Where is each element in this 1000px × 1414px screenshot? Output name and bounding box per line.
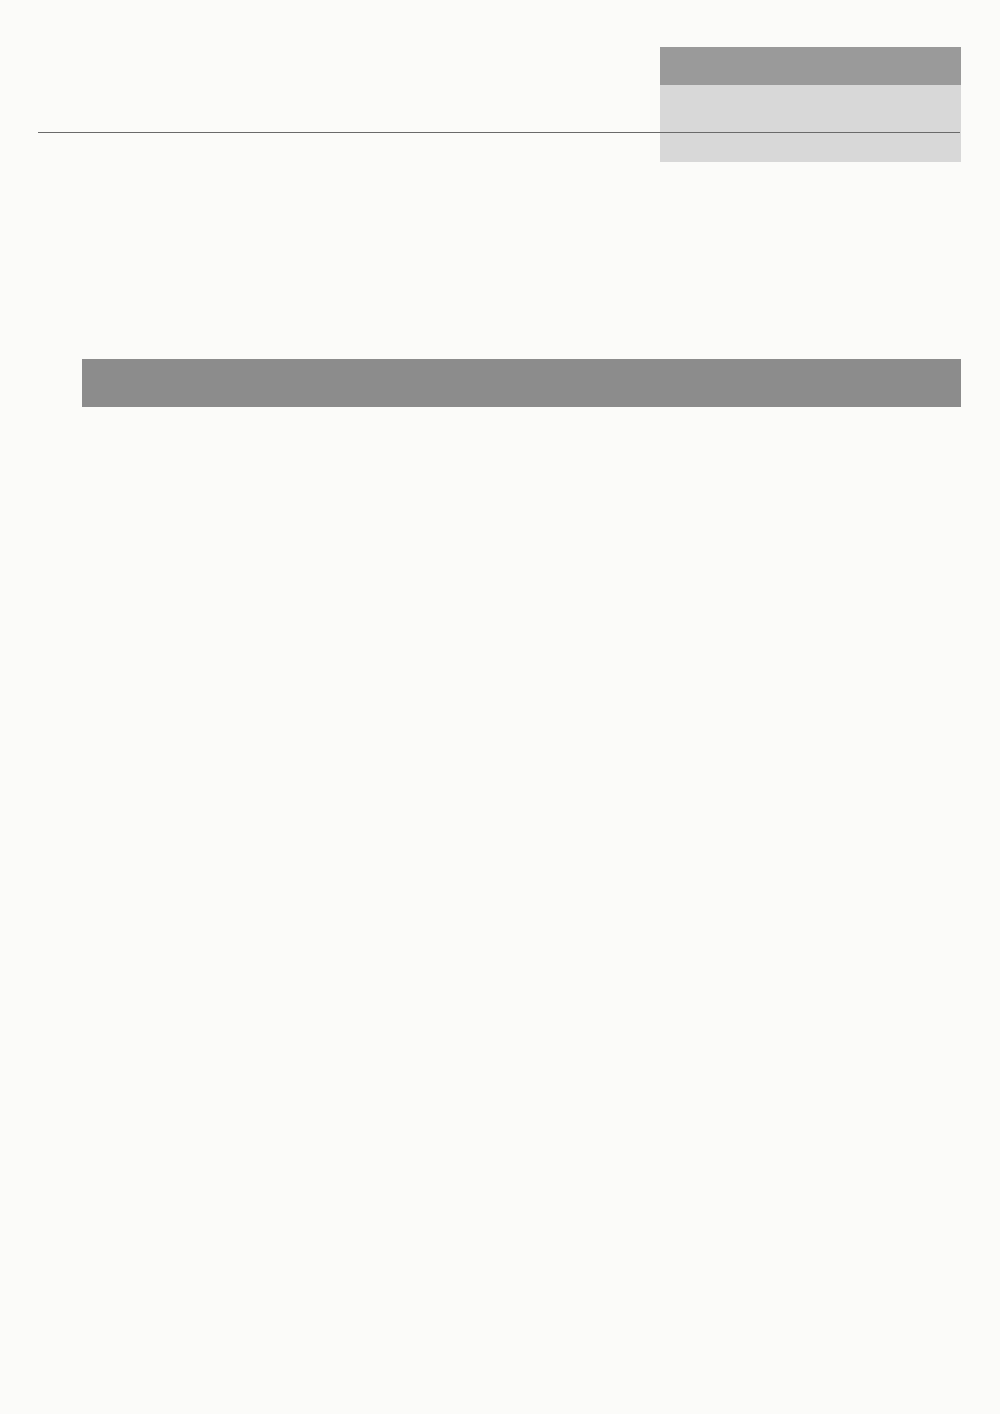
header-rule (38, 132, 960, 133)
section-header (82, 359, 961, 407)
watermark (694, 1373, 721, 1405)
liveworksheets-logo-icon (694, 1377, 718, 1401)
chapter-title (660, 47, 961, 85)
